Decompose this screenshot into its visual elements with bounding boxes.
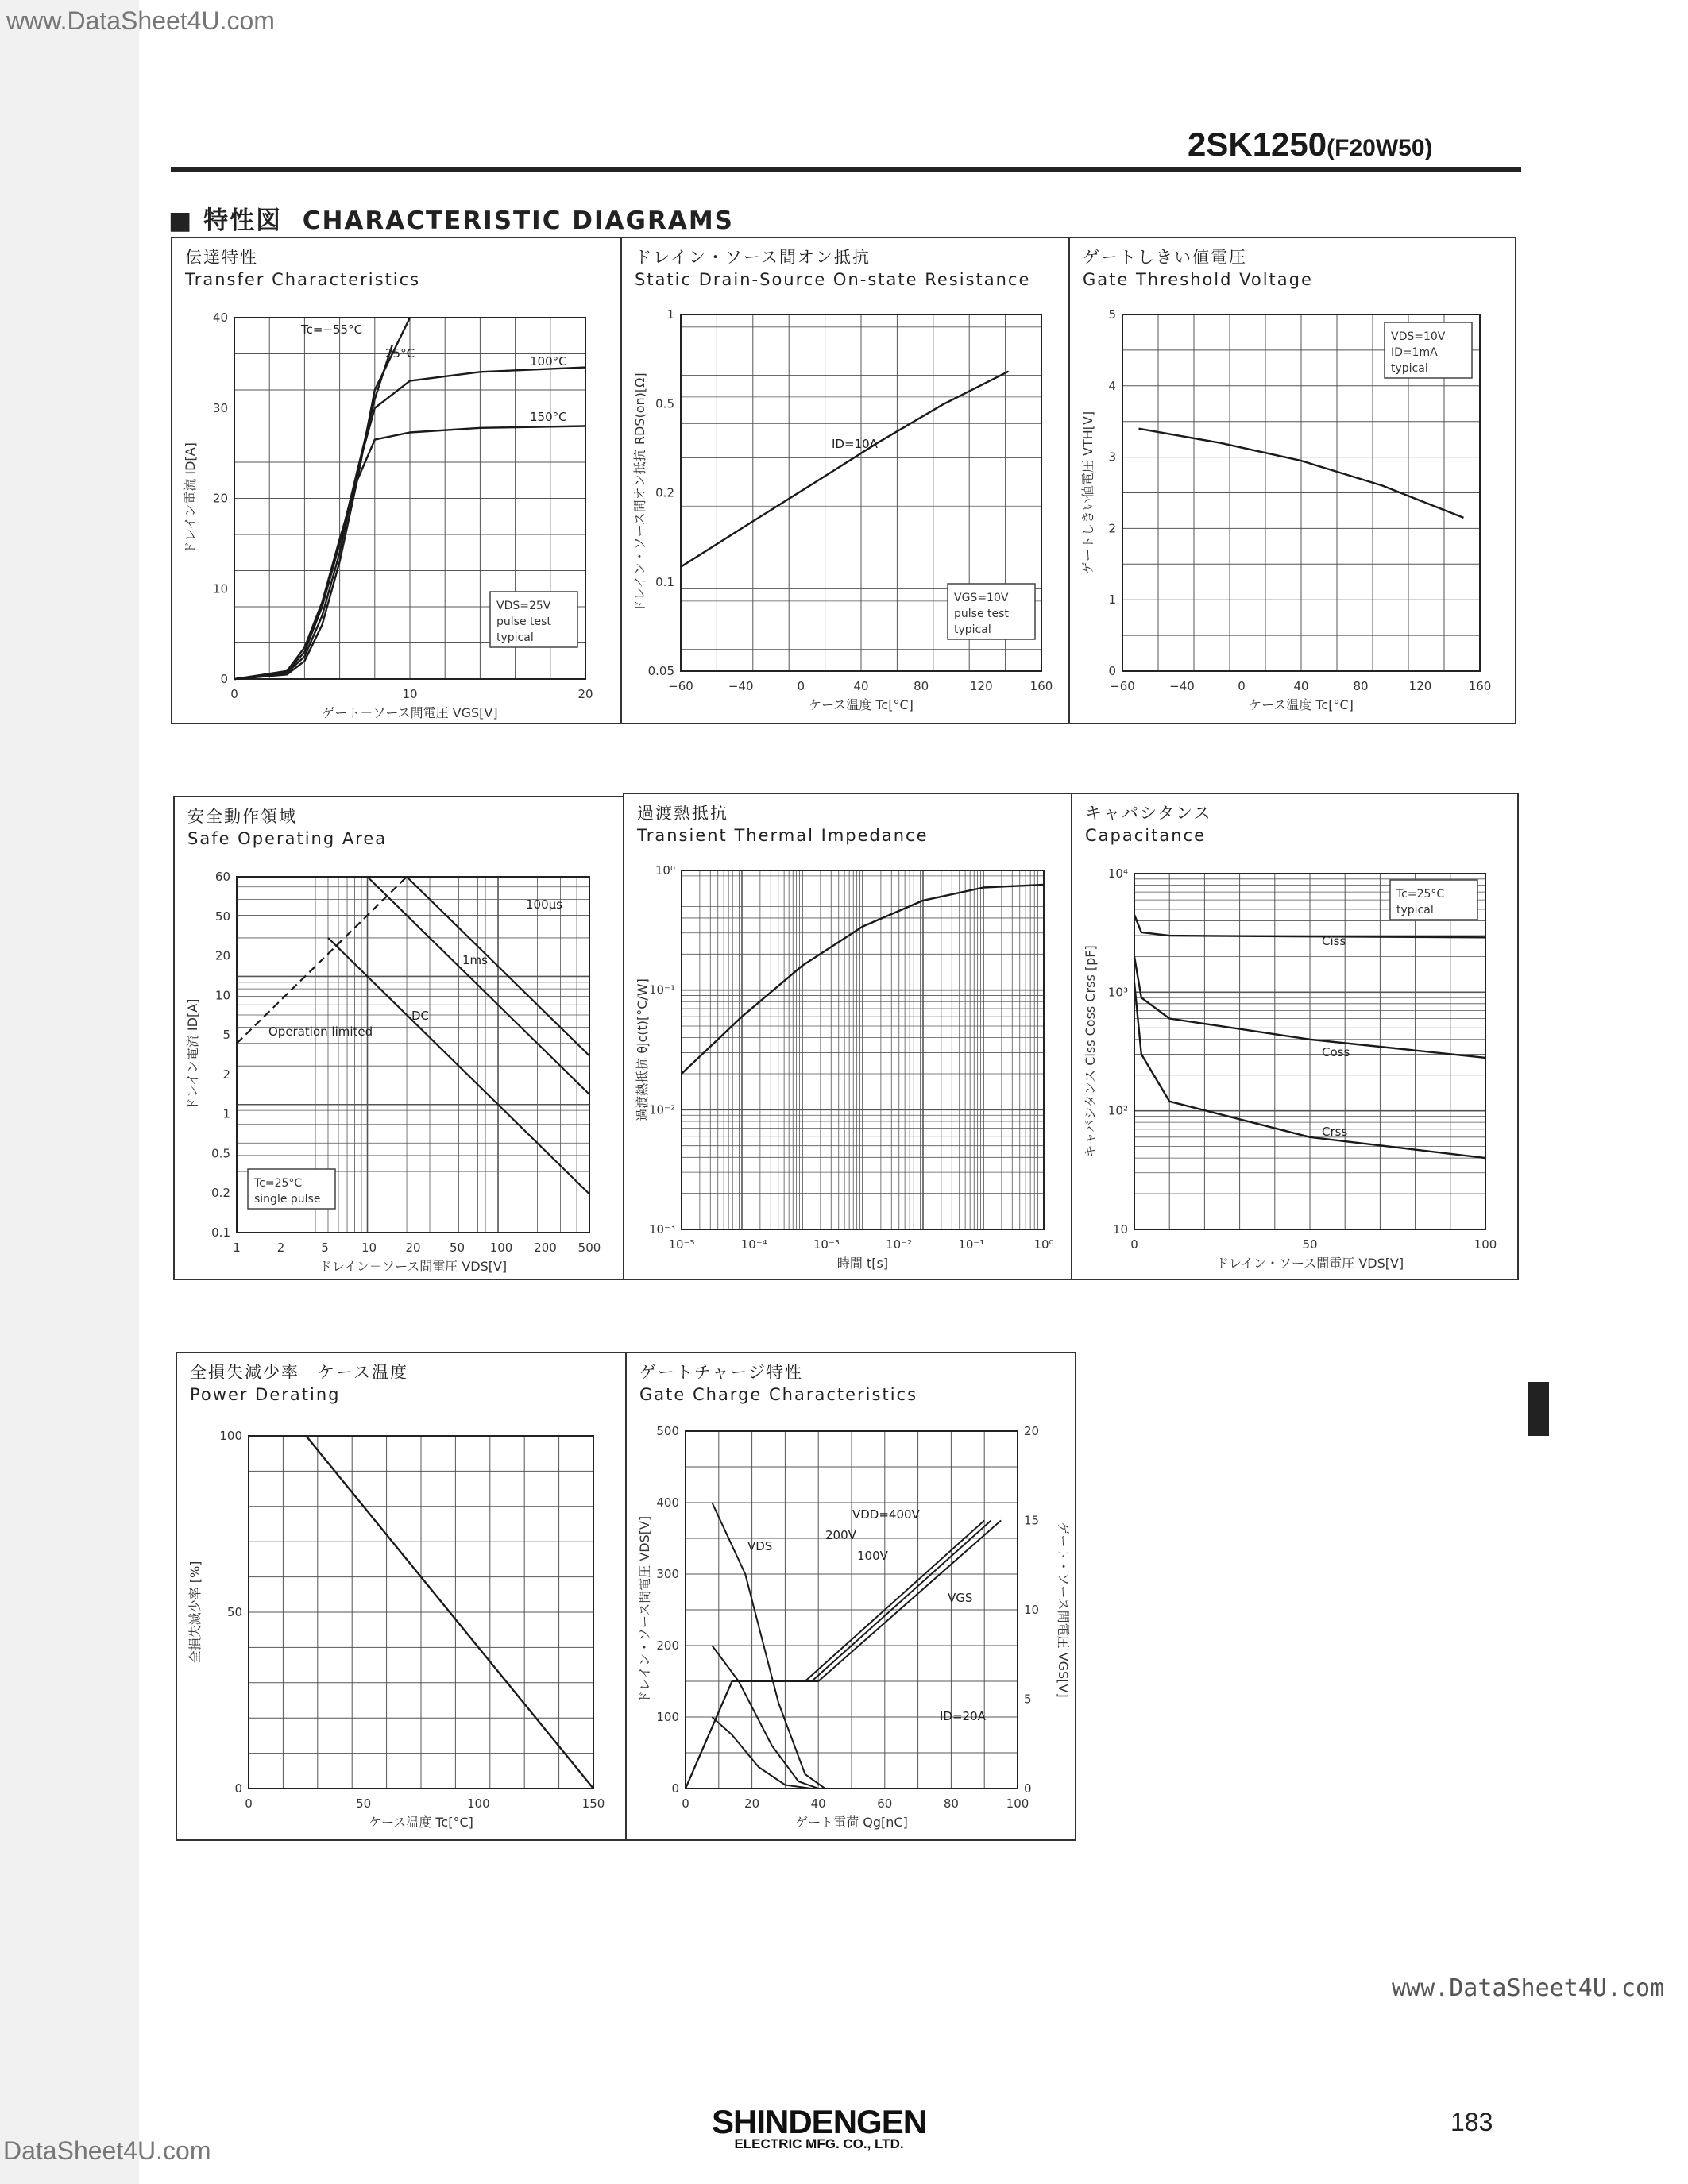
series-label: 100°C [530,354,567,369]
y-tick-label: 0.1 [211,1225,230,1240]
part-number-main: 2SK1250 [1188,125,1327,163]
condition-box [248,1169,335,1209]
series-label: Operation limited [268,1024,373,1039]
chart-title-jp: 過渡熱抵抗 [637,804,728,823]
chart-title-en: Capacitance [1085,826,1206,845]
chart-title-en: Static Drain-Source On-state Resistance [635,270,1031,289]
series-label: 200V [825,1528,856,1542]
x-axis-label: ドレイン－ソース間電圧 VDS[V] [319,1259,508,1274]
y-tick-label: 10² [1107,1103,1128,1118]
series-label: 100μs [526,897,562,912]
y-tick-label: 5 [222,1028,230,1043]
chart-title-jp: ドレイン・ソース間オン抵抗 [635,248,871,267]
y-axis-label: ドレイン・ソース間電圧 VDS[V] [637,1515,652,1704]
y2-axis-label: ゲート・ソース間電圧 VGS[V] [1056,1522,1071,1698]
x-tick-label: 20 [405,1241,421,1255]
chart-title [190,1361,408,1406]
chart-panel-capacitance [1071,793,1519,1280]
condition-text: Tc=25°C [254,1177,303,1190]
y-tick-label: 40 [212,311,228,325]
section-title [168,200,734,236]
condition-text: ID=1mA [1391,346,1438,359]
grid [682,870,1044,1229]
x-axis-label: ドレイン・ソース間電圧 VDS[V] [1215,1256,1404,1271]
x-tick-label: 0 [1130,1237,1138,1252]
y-axis-label: ドレイン電流 ID[A] [185,998,200,1111]
chart-panel-thermal [623,793,1074,1280]
y2-tick-label: 15 [1024,1513,1040,1528]
chart-title-jp: ゲートしきい値電圧 [1083,248,1247,267]
y-axis-label: 過渡熱抵抗 θjc(t)[°C/W] [635,978,650,1121]
condition-text: typical [954,623,991,636]
edge-tab-marker [1528,1382,1549,1436]
x-tick-label: 100 [1006,1796,1029,1811]
chart-title-jp: 伝達特性 [185,248,258,267]
series-label: DC [411,1009,430,1023]
series-label: VDD=400V [852,1507,920,1522]
part-number [1188,125,1433,164]
y-tick-label: 10⁴ [1107,866,1128,881]
x-tick-label: 100 [489,1241,513,1255]
y-tick-label: 3 [1108,450,1116,465]
section-mark: ■ [168,206,194,235]
y2-tick-label: 20 [1024,1424,1040,1438]
series-label: ID=10A [832,437,878,451]
y-axis-label: ドレイン電流 ID[A] [183,442,198,554]
y-tick-label: 0 [220,672,228,686]
y-tick-label: 2 [222,1067,230,1082]
y-tick-label: 10 [1112,1222,1128,1237]
y-axis-label: ゲートしきい値電圧 VTH[V] [1080,411,1095,575]
chart-thermal [624,794,1072,1279]
condition-text: typical [1391,362,1428,375]
x-tick-label: 120 [1408,679,1432,693]
x-tick-label: 0 [797,679,805,693]
x-tick-label: 500 [577,1241,601,1255]
y-tick-label: 10³ [1107,985,1128,1000]
y-tick-label: 100 [656,1710,679,1724]
x-tick-label: 10⁻⁵ [668,1237,695,1252]
y-tick-label: 500 [656,1424,679,1438]
x-axis-label: ゲート電荷 Qg[nC] [795,1815,908,1830]
y-tick-label: 0.1 [655,574,674,589]
x-tick-label: 10⁻⁴ [740,1237,767,1252]
x-tick-label: 120 [970,679,993,693]
y2-tick-label: 5 [1024,1692,1032,1707]
series-line [686,1521,1001,1789]
series-line [686,1521,984,1789]
x-tick-label: 40 [853,679,869,693]
y-tick-label: 0.05 [647,664,674,678]
condition-text: typical [496,631,534,644]
y-tick-label: 10 [212,581,228,596]
grid [249,1436,593,1788]
page-number: 183 [1450,2108,1493,2136]
chart-title-jp: ゲートチャージ特性 [639,1363,803,1382]
series-label: Coss [1322,1045,1350,1059]
x-tick-label: 150 [581,1796,605,1811]
condition-text: single pulse [254,1193,321,1206]
section-title-jp: 特性図 [203,206,283,235]
y-tick-label: 5 [1108,307,1116,322]
x-tick-label: 160 [1468,679,1492,693]
condition-text: pulse test [496,615,551,628]
chart-title-jp: 安全動作領域 [187,807,297,826]
chart-title-en: Gate Threshold Voltage [1083,270,1313,289]
x-tick-label: 80 [914,679,929,693]
y-tick-label: 0.2 [655,485,674,500]
y-tick-label: 10⁻³ [648,1222,675,1237]
condition-text: VGS=10V [954,592,1009,604]
chart-panel-soa [173,796,626,1280]
y-tick-label: 0 [234,1781,242,1796]
chart-title [1085,802,1212,847]
x-tick-label: 2 [276,1241,285,1255]
y2-tick-label: 10 [1024,1603,1040,1617]
vds-label: VDS [747,1539,773,1553]
y-axis-label: キャパシタンス Ciss Coss Crss [pF] [1083,945,1098,1158]
chart-panel-derating [176,1352,628,1841]
x-tick-label: 0 [682,1796,689,1811]
vgs-label: VGS [948,1591,973,1605]
x-axis-label: ゲート－ソース間電圧 VGS[V] [322,705,498,720]
y-tick-label: 0.2 [211,1186,230,1201]
x-tick-label: −60 [668,679,693,693]
x-axis-label: ケース温度 Tc[°C] [369,1815,473,1830]
y-tick-label: 20 [214,948,230,963]
y-tick-label: 10⁻² [648,1102,675,1117]
y-axis-label: ドレイン・ソース間オン抵抗 RDS(on)[Ω] [632,372,647,613]
x-tick-label: 0 [245,1796,253,1811]
chart-title-jp: 全損失減少率－ケース温度 [190,1363,408,1382]
x-tick-label: −40 [1169,679,1195,693]
x-tick-label: 10 [402,687,418,701]
series-line [237,877,407,1044]
y-tick-label: 60 [214,870,230,884]
y-tick-label: 100 [219,1429,242,1443]
chart-panel-on-resistance [620,237,1072,724]
chart-title [187,805,387,850]
section-title-en: CHARACTERISTIC DIAGRAMS [302,206,735,235]
x-tick-label: 80 [1353,679,1369,693]
chart-transfer [172,238,622,723]
chart-soa [175,797,624,1279]
y-tick-label: 50 [226,1605,242,1619]
part-code: (F20W50) [1327,135,1433,161]
chart-title [637,802,929,847]
y-tick-label: 1 [666,307,674,322]
series-line [681,372,1009,567]
y-tick-label: 400 [656,1495,679,1510]
y-tick-label: 1 [222,1106,230,1121]
y-tick-label: 300 [656,1567,679,1581]
condition-box [490,592,577,647]
x-tick-label: 10⁰ [1033,1237,1054,1252]
x-tick-label: 100 [1474,1237,1497,1252]
x-tick-label: 50 [449,1241,465,1255]
x-tick-label: 50 [356,1796,372,1811]
chart-title [1083,246,1313,291]
series-line [686,1521,991,1789]
x-tick-label: 40 [810,1796,826,1811]
x-tick-label: 1 [233,1241,241,1255]
chart-panel-gate-charge [625,1352,1076,1841]
y-tick-label: 4 [1108,378,1116,393]
condition-text: VDS=25V [496,600,551,612]
x-tick-label: 0 [230,687,238,701]
y-tick-label: 10⁻¹ [648,982,675,997]
chart-title [185,246,420,291]
chart-panel-threshold [1068,237,1516,724]
y-tick-label: 20 [212,491,228,506]
series-label: Tc=−55°C [301,322,363,337]
series-label: Ciss [1322,934,1346,948]
chart-title-en: Gate Charge Characteristics [639,1385,918,1404]
x-tick-label: 10 [361,1241,377,1255]
x-tick-label: 10⁻² [886,1237,913,1252]
y-tick-label: 2 [1108,521,1116,536]
series-label: 25°C [385,346,415,361]
x-tick-label: −60 [1110,679,1135,693]
x-tick-label: 10⁻¹ [958,1237,985,1252]
y-tick-label: 10 [214,988,230,1003]
condition-text: pulse test [954,608,1009,620]
brand-name: SHINDENGEN [712,2103,927,2140]
y-tick-label: 200 [656,1638,679,1653]
chart-title-jp: キャパシタンス [1085,804,1212,823]
chart-derating [177,1353,627,1839]
y-tick-label: 0.5 [655,396,674,411]
condition-text: Tc=25°C [1396,888,1445,901]
y-tick-label: 30 [212,400,228,415]
x-tick-label: 80 [943,1796,959,1811]
chart-title [639,1361,917,1406]
x-tick-label: 0 [1238,679,1246,693]
x-axis-label: ケース温度 Tc[°C] [809,697,914,712]
y-tick-label: 0 [1108,664,1116,678]
condition-box [1385,322,1472,378]
series-label: 150°C [530,410,567,424]
x-axis-label: 時間 t[s] [836,1256,889,1271]
condition-box [1390,880,1477,920]
chart-title-en: Transfer Characteristics [185,270,421,289]
y-tick-label: 50 [214,909,230,924]
x-tick-label: −40 [728,679,754,693]
header-rule [171,167,1521,172]
chart-title [635,246,1030,291]
scan-shadow [0,0,139,2184]
y-tick-label: 10⁰ [655,863,675,878]
condition-text: VDS=10V [1391,330,1446,343]
watermark-bottom[interactable]: DataSheet4U.com [3,2136,211,2165]
x-tick-label: 60 [877,1796,893,1811]
x-tick-label: 50 [1302,1237,1318,1252]
chart-capacitance [1072,794,1517,1279]
x-tick-label: 5 [321,1241,329,1255]
chart-on-resistance [622,238,1070,723]
y2-tick-label: 0 [1024,1781,1032,1796]
id-label: ID=20A [940,1709,986,1723]
y-axis-label: 全損失減少率 [%] [187,1561,203,1664]
chart-gate-charge [627,1353,1075,1839]
x-tick-label: 10⁻³ [813,1237,840,1252]
y-tick-label: 0 [671,1781,679,1796]
chart-threshold [1070,238,1515,723]
brand-subtitle: ELECTRIC MFG. CO., LTD. [734,2136,904,2151]
x-tick-label: 20 [744,1796,760,1811]
x-tick-label: 100 [467,1796,490,1811]
x-tick-label: 40 [1293,679,1309,693]
grid [686,1431,1018,1788]
y-tick-label: 0.5 [211,1146,230,1161]
chart-title-en: Safe Operating Area [187,829,388,848]
watermark-right[interactable]: www.DataSheet4U.com [1392,1974,1665,2002]
company-logo [712,2103,926,2152]
condition-box [948,584,1035,639]
x-axis-label: ケース温度 Tc[°C] [1249,697,1354,712]
y-tick-label: 1 [1108,592,1116,608]
chart-title-en: Transient Thermal Impedance [637,826,929,845]
x-tick-label: 160 [1029,679,1053,693]
series-label: 1ms [462,953,488,967]
series-label: Crss [1322,1125,1348,1139]
chart-panel-transfer [171,237,624,724]
condition-text: typical [1396,904,1434,916]
x-tick-label: 20 [577,687,593,701]
series-label: 100V [857,1549,888,1563]
watermark-top[interactable]: www.DataSheet4U.com [6,6,275,35]
x-tick-label: 200 [534,1241,557,1255]
chart-title-en: Power Derating [190,1385,341,1404]
